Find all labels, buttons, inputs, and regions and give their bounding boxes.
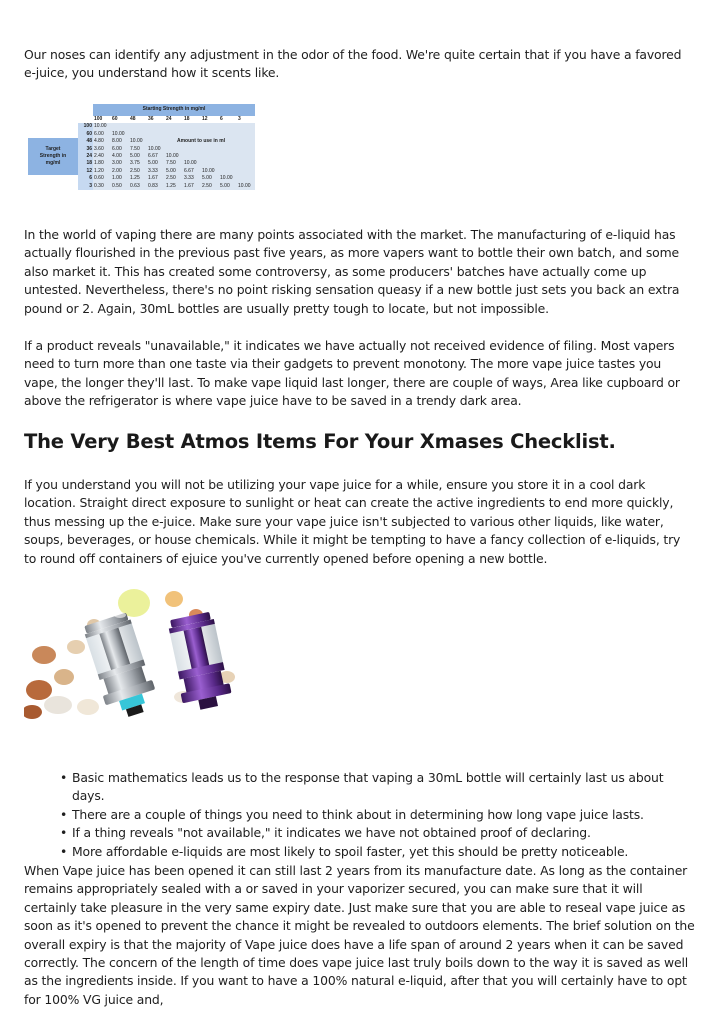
table-cell: 2.50 [165, 175, 183, 182]
table-row-label: 100 [78, 123, 93, 130]
table-cell: 4.00 [111, 153, 129, 160]
table-cell: 3.75 [129, 160, 147, 167]
table-cell: 5.00 [201, 175, 219, 182]
table-cell: 6.00 [111, 146, 129, 153]
table-side-label [28, 138, 78, 175]
table-cell: 3.33 [147, 168, 165, 175]
table-column-header: 48 [129, 116, 147, 123]
table-cell: 1.67 [147, 175, 165, 182]
list-item: • There are a couple of things you need to think about in determining how long vape juice lasts. [58, 806, 698, 824]
table-cell: 6.67 [147, 153, 165, 160]
table-column-header: 24 [165, 116, 183, 123]
table-column-header: 100 [93, 116, 111, 123]
table-cell: 7.50 [165, 160, 183, 167]
table-cell: 3.33 [183, 175, 201, 182]
table-cell: 1.80 [93, 160, 111, 167]
paragraph-unavailable: If a product reveals "unavailable," it indicates we have actually not received evidence of filing. Most vapers need to turn more than one taste via their gadgets to prevent monotony. The more vape juice tastes you vape, the longer they'll last. To make vape liquid last longer, there are couple of ways, Area like cupboard or above the refrigerator is where vape juice have to be saved in a trendy dark area. [24, 338, 680, 409]
table-side-label-line: mg/ml [45, 160, 61, 167]
table-row [28, 131, 255, 138]
table-top-label: Starting Strength in mg/ml [93, 104, 255, 116]
section-heading: The Very Best Atmos Items For Your Xmases Checklist. [24, 430, 616, 453]
table-cell: 10.00 [237, 183, 255, 190]
table-row-label: 12 [78, 168, 93, 175]
table-cell: 3.60 [93, 146, 111, 153]
table-side-label-line: Target [45, 146, 61, 153]
vape-tanks-illustration [24, 585, 267, 720]
dilution-table-image [28, 104, 263, 200]
table-cell: 1.00 [111, 175, 129, 182]
table-cell: 0.63 [129, 183, 147, 190]
list-item: • If a thing reveals "not available," it indicates we have not obtained proof of declaring. [58, 824, 698, 842]
table-column-header: 12 [201, 116, 219, 123]
table-cell: 10.00 [111, 131, 129, 138]
vape-tanks-photo [24, 585, 267, 720]
table-column-header: 36 [147, 116, 165, 123]
table-cell: 6.67 [183, 168, 201, 175]
table-row [28, 138, 255, 145]
table-cell: 7.50 [129, 146, 147, 153]
paragraph-expiry: When Vape juice has been opened it can still last 2 years from its manufacture date. As long as the container remains appropriately sealed with a or saved in your vaporizer secured, you can make sure that it will certainly take pleasure in the very same expiry date. Just make sure that you are able to reseal vape juice as soon as it's opened to prevent the chance it might be revealed to outdoors elements. The brief solution on the overall expiry is that the majority of Vape juice does have a life span of around 2 years when it can be saved correctly. The concern of the length of time does vape juice last truly boils down to the way it is saved as well as the ingredients inside. If you want to have a 100% natural e-liquid, after that you will certainly have to opt for 100% VG juice and, [24, 863, 695, 1007]
table-cell: 2.50 [129, 168, 147, 175]
table-row [28, 175, 255, 182]
table-column-header: 18 [183, 116, 201, 123]
table-cell: 5.00 [219, 183, 237, 190]
table-row-label: 6 [78, 175, 93, 182]
table-row-label: 48 [78, 138, 93, 145]
table-cell: 10.00 [183, 160, 201, 167]
table-cell: 10.00 [147, 146, 165, 153]
table-cell: 0.50 [111, 183, 129, 190]
bullet-list [58, 769, 698, 861]
table-cell: 3.00 [111, 160, 129, 167]
table-cell: 10.00 [219, 175, 237, 182]
table-cell: 0.60 [93, 175, 111, 182]
table-row-label: 18 [78, 160, 93, 167]
table-cell: 10.00 [165, 153, 183, 160]
table-cell: 5.00 [129, 153, 147, 160]
table-cell: 10.00 [93, 123, 111, 130]
table-row-label: 24 [78, 153, 93, 160]
table-cell: 2.40 [93, 153, 111, 160]
table-cell: 1.25 [165, 183, 183, 190]
table-cell: 4.80 [93, 138, 111, 145]
dilution-table [28, 104, 255, 190]
table-cell: 1.67 [183, 183, 201, 190]
table-cell: 5.00 [165, 168, 183, 175]
table-column-header: 60 [111, 116, 129, 123]
paragraph-vaping-world: In the world of vaping there are many points associated with the market. The manufacturing of e-liquid has actually flourished in the previous past five years, as more vapers want to bottle their own batch, and some also market it. This has created some controversy, as some producers' batches have actually come up untested. Nevertheless, there's no point risking sensation queasy if a new bottle just sets you back an extra pound or 2. Again, 30mL bottles are usually pretty tough to locate, but not impossible. [24, 227, 680, 316]
table-row-label: 3 [78, 183, 93, 190]
list-item: • Basic mathematics leads us to the response that vaping a 30mL bottle will certainly last us about days. [58, 769, 698, 806]
table-column-header: 3 [237, 116, 255, 123]
table-cell: 2.50 [201, 183, 219, 190]
table-row-label: 36 [78, 146, 93, 153]
table-cell: 10.00 [201, 168, 219, 175]
table-cell: 0.83 [147, 183, 165, 190]
table-cell: 8.00 [111, 138, 129, 145]
table-side-label-line: Strength in [39, 153, 67, 160]
paragraph-intro: Our noses can identify any adjustment in the odor of the food. We're quite certain that if you have a favored e-juice, you understand how it scents like. [24, 47, 682, 81]
table-cell: 1.25 [129, 175, 147, 182]
paragraph-storage: If you understand you will not be utilizing your vape juice for a while, ensure you store it in a cool dark location. Straight direct exposure to sunlight or heat can create the active ingredients to end more quickly, thus messing up the e-juice. Make sure your vape juice isn't subjected to various other liquids, like water, soups, beverages, or house chemicals. While it might be tempting to have a fancy collection of e-liquids, try to round off containers of ejuice you've currently opened before opening a new bottle. [24, 477, 681, 566]
table-cell: 2.00 [111, 168, 129, 175]
table-column-header: 6 [219, 116, 237, 123]
table-cell: 10.00 [129, 138, 147, 145]
table-cell: 6.00 [93, 131, 111, 138]
table-amount-label: Amount to use in ml [147, 138, 255, 145]
table-row [28, 123, 255, 130]
table-row-label: 60 [78, 131, 93, 138]
table-cell: 5.00 [147, 160, 165, 167]
list-item: • More affordable e-liquids are most likely to spoil faster, yet this should be pretty noticeable. [58, 843, 698, 861]
table-cell: 1.20 [93, 168, 111, 175]
table-row [28, 183, 255, 190]
table-cell: 0.30 [93, 183, 111, 190]
